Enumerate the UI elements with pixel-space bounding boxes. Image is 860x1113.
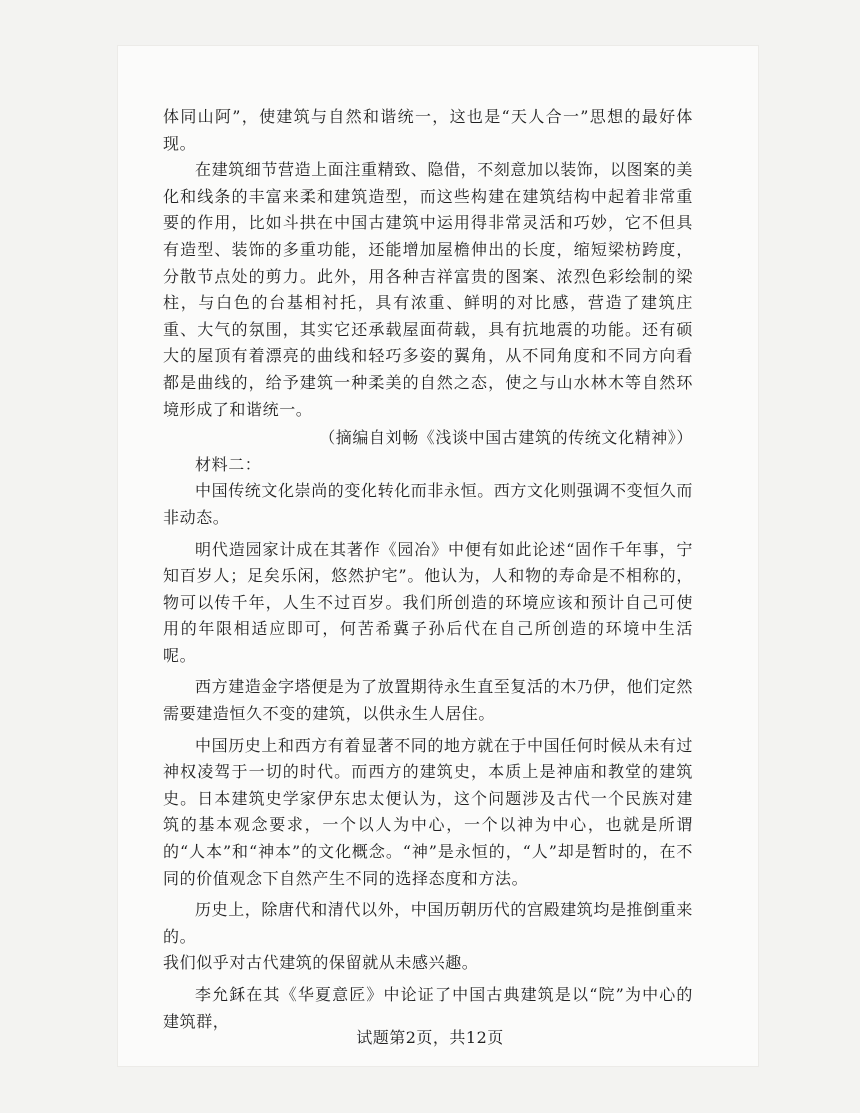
- paragraph-palaces-rebuilt: 历史上，除唐代和清代以外，中国历朝历代的宫殿建筑均是推倒重来的。: [163, 900, 694, 946]
- material-two-heading: 材料二：: [195, 454, 262, 474]
- paragraph-preservation: 我们似乎对古代建筑的保留就从未感兴趣。: [163, 953, 479, 973]
- paragraph-continuation: 体同山阿”，使建筑与自然和谐统一，这也是“天人合一”思想的最好体现。: [163, 107, 693, 153]
- paragraph-human-vs-divine: 中国历史上和西方有着显著不同的地方就在于中国任何时候从未有过神权凌驾于一切的时代。而西方的建筑史，本质上是神庙和教堂的建筑史。日本建筑史学家伊东忠太便认为，这个问题涉及古代一个民族对建筑的基本观念要求，一个以人为中心，一个以神为中心，也就是所谓的“人本”和“神本”的文化概念。“神”是永恒的，“人”却是暂时的，在不同的价值观念下自然产生不同的选择态度和方法。: [163, 735, 694, 888]
- paragraph-change-vs-permanence: 中国传统文化崇尚的变化转化而非永恒。西方文化则强调不变恒久而非动态。: [163, 481, 694, 527]
- page-footer: 试题第2页，共12页: [356, 1028, 504, 1047]
- paragraph-architecture-details: 在建筑细节营造上面注重精致、隐借，不刻意加以装饰，以图案的美化和线条的丰富来柔和建筑造型，而这些构建在建筑结构中起着非常重要的作用，比如斗拱在中国古建筑中运用得非常灵活和巧妙，它不但具有造型、装饰的多重功能，还能增加屋檐伸出的长度，缩短梁枋跨度，分散节点处的剪力。此外，用各种吉祥富贵的图案、浓烈色彩绘制的梁柱，与白色的台基相衬托，具有浓重、鲜明的对比感，营造了建筑庄重、大气的氛围，其实它还承载屋面荷载，具有抗地震的功能。还有硕大的屋顶有着漂亮的曲线和轻巧多姿的翼角，从不同角度和不同方向看都是曲线的，给予建筑一种柔美的自然之态，使之与山水林木等自然环境形成了和谐统一。: [163, 160, 694, 419]
- source-citation: （摘编自刘畅《浅谈中国古建筑的传统文化精神》）: [319, 428, 693, 448]
- paragraph-courtyard: 李允鉌在其《华夏意匠》中论证了中国古典建筑是以“院”为中心的建筑群，: [163, 985, 693, 1031]
- paragraph-pyramids: 西方建造金字塔便是为了放置期待永生直至复活的木乃伊，他们定然需要建造恒久不变的建筑，以供永生人居住。: [163, 677, 694, 724]
- paragraph-yuanye: 明代造园家计成在其著作《园冶》中便有如此论述“固作千年事，宁知百岁人；足矣乐闲，悠然护宅”。他认为，人和物的寿命是不相称的，物可以传千年，人生不过百岁。我们所创造的环境应该和预计自己可使用的年限相适应即可，何苦希冀子孙后代在自己所创造的环境中生活呢。: [163, 539, 693, 665]
- document-body: [163, 104, 693, 1035]
